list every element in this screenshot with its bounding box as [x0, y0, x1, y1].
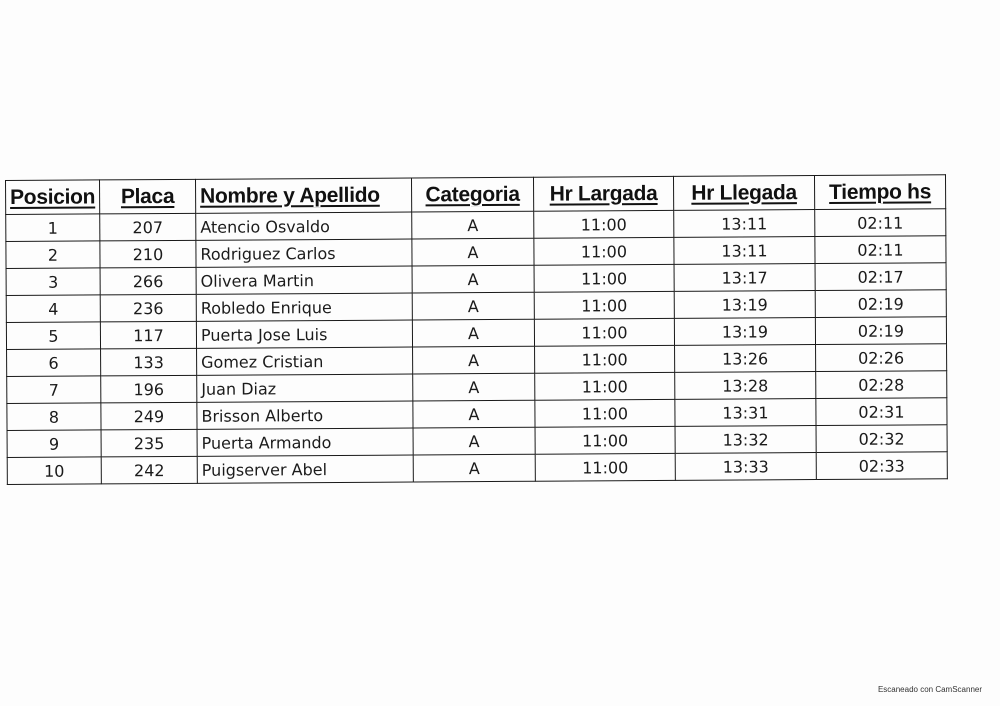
cell-tiempo: 02:11 [815, 236, 946, 264]
cell-placa: 236 [100, 294, 196, 322]
cell-placa: 242 [101, 456, 197, 484]
cell-categoria: A [413, 373, 535, 401]
cell-nombre: Puerta Jose Luis [196, 320, 412, 348]
cell-hr-largada: 11:00 [534, 291, 674, 319]
cell-hr-largada: 11:00 [535, 426, 675, 454]
cell-posicion: 1 [6, 214, 100, 242]
cell-nombre: Puerta Armando [197, 428, 413, 456]
cell-tiempo: 02:17 [815, 263, 946, 291]
cell-posicion: 8 [7, 403, 101, 431]
cell-hr-llegada: 13:26 [675, 345, 816, 373]
cell-hr-largada: 11:00 [534, 264, 674, 292]
cell-nombre: Robledo Enrique [196, 293, 412, 321]
cell-posicion: 9 [7, 430, 101, 458]
table-row [7, 452, 947, 485]
cell-tiempo: 02:11 [815, 209, 946, 237]
header-nombre: Nombre y Apellido [195, 178, 411, 213]
cell-placa: 117 [100, 321, 196, 349]
cell-placa: 196 [101, 375, 197, 403]
cell-nombre: Olivera Martin [196, 266, 412, 294]
header-posicion: Posicion [6, 180, 100, 215]
cell-categoria: A [413, 400, 535, 428]
cell-hr-largada: 11:00 [534, 318, 674, 346]
cell-tiempo: 02:32 [816, 425, 947, 453]
cell-nombre: Brisson Alberto [197, 401, 413, 429]
cell-hr-llegada: 13:33 [675, 453, 816, 481]
cell-categoria: A [412, 211, 534, 239]
cell-nombre: Gomez Cristian [197, 347, 413, 375]
cell-hr-llegada: 13:32 [675, 426, 816, 454]
header-hr-largada: Hr Largada [533, 176, 673, 211]
cell-hr-llegada: 13:11 [674, 210, 815, 238]
cell-tiempo: 02:19 [815, 317, 946, 345]
cell-hr-llegada: 13:19 [674, 318, 815, 346]
cell-hr-largada: 11:00 [535, 453, 675, 481]
cell-placa: 210 [100, 240, 196, 268]
cell-placa: 266 [100, 267, 196, 295]
cell-posicion: 3 [6, 268, 100, 296]
results-table [5, 174, 948, 485]
table-header [6, 175, 946, 215]
header-row [6, 175, 946, 215]
cell-categoria: A [412, 292, 534, 320]
cell-hr-largada: 11:00 [535, 345, 675, 373]
header-hr-llegada: Hr Llegada [673, 176, 814, 211]
cell-categoria: A [413, 346, 535, 374]
cell-posicion: 4 [6, 295, 100, 323]
cell-tiempo: 02:19 [815, 290, 946, 318]
cell-categoria: A [412, 319, 534, 347]
header-tiempo: Tiempo hs [814, 175, 945, 210]
cell-tiempo: 02:26 [816, 344, 947, 372]
cell-nombre: Rodriguez Carlos [196, 239, 412, 267]
cell-posicion: 7 [7, 376, 101, 404]
cell-hr-largada: 11:00 [535, 372, 675, 400]
cell-nombre: Atencio Osvaldo [196, 212, 412, 240]
cell-hr-largada: 11:00 [535, 399, 675, 427]
camscanner-watermark: Escaneado con CamScanner [877, 685, 982, 694]
cell-hr-llegada: 13:17 [674, 264, 815, 292]
cell-nombre: Juan Diaz [197, 374, 413, 402]
cell-hr-llegada: 13:28 [675, 372, 816, 400]
cell-tiempo: 02:33 [816, 452, 947, 480]
cell-placa: 207 [100, 213, 196, 241]
header-placa: Placa [100, 179, 196, 214]
cell-categoria: A [413, 427, 535, 455]
cell-hr-largada: 11:00 [534, 210, 674, 238]
cell-posicion: 6 [7, 349, 101, 377]
cell-hr-llegada: 13:11 [674, 237, 815, 265]
table-body [6, 209, 948, 485]
cell-posicion: 2 [6, 241, 100, 269]
cell-placa: 249 [101, 402, 197, 430]
cell-categoria: A [413, 454, 535, 482]
cell-categoria: A [412, 238, 534, 266]
cell-hr-llegada: 13:19 [674, 291, 815, 319]
cell-placa: 235 [101, 429, 197, 457]
cell-posicion: 5 [6, 322, 100, 350]
cell-posicion: 10 [7, 457, 101, 485]
cell-nombre: Puigserver Abel [197, 455, 413, 483]
cell-tiempo: 02:28 [816, 371, 947, 399]
cell-tiempo: 02:31 [816, 398, 947, 426]
cell-categoria: A [412, 265, 534, 293]
header-categoria: Categoria [411, 177, 533, 212]
cell-hr-llegada: 13:31 [675, 399, 816, 427]
cell-placa: 133 [101, 348, 197, 376]
cell-hr-largada: 11:00 [534, 237, 674, 265]
